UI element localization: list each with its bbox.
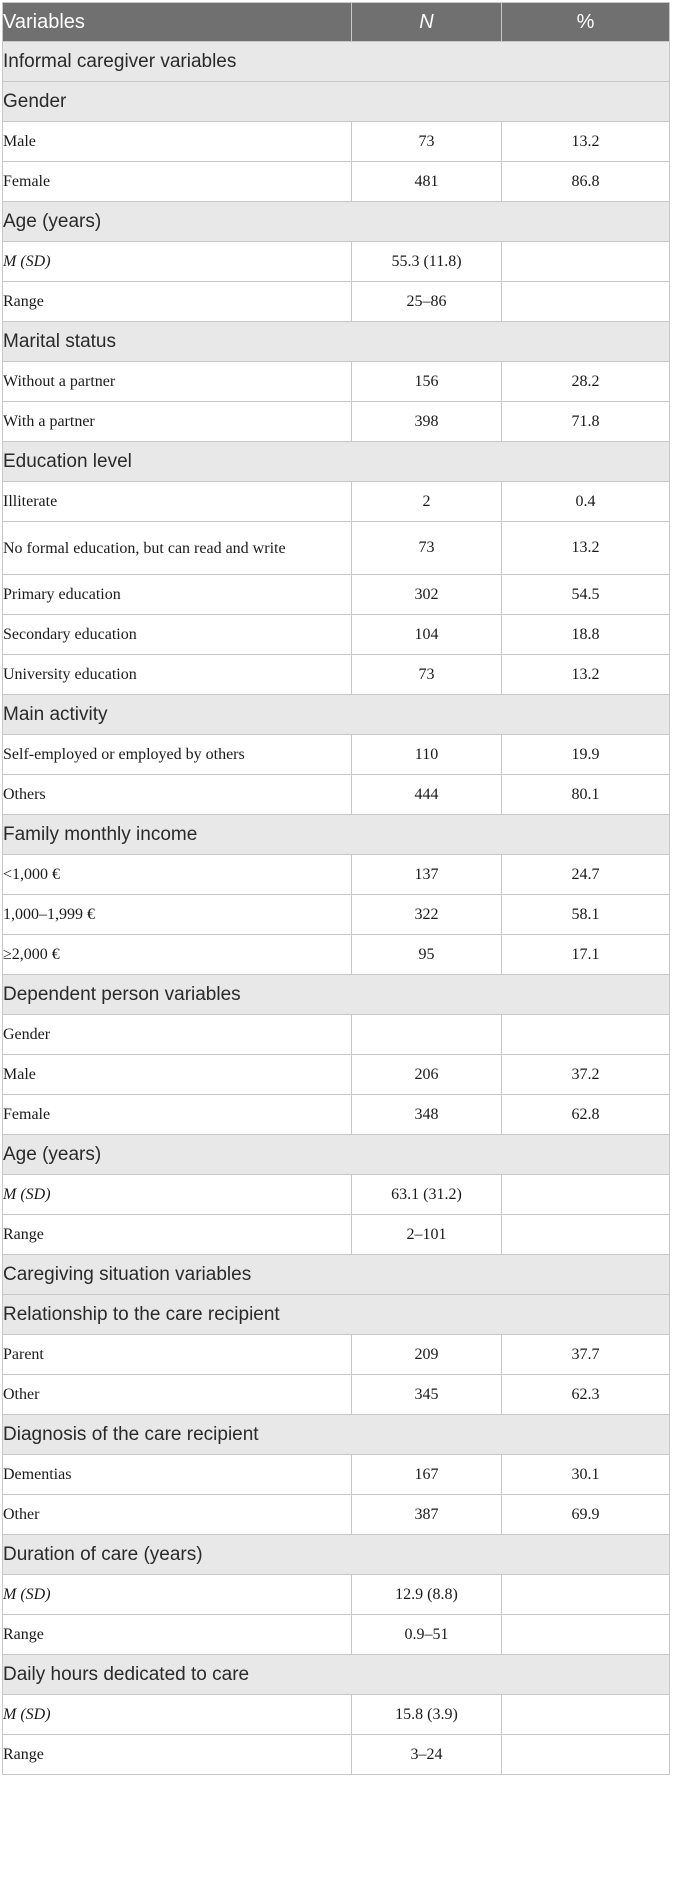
section-header-row (3, 975, 670, 1015)
row-n-value: 3–24 (352, 1735, 502, 1775)
table-row (3, 1695, 670, 1735)
table-row (3, 242, 670, 282)
row-label: Range (3, 1735, 352, 1775)
row-label: M (SD) (3, 1575, 352, 1615)
row-n-value: 348 (352, 1095, 502, 1135)
table-row (3, 1575, 670, 1615)
row-percent-value (502, 1215, 670, 1255)
row-n-value: 322 (352, 895, 502, 935)
row-n-value: 2–101 (352, 1215, 502, 1255)
row-percent-value: 71.8 (502, 402, 670, 442)
row-label: No formal education, but can read and write (3, 522, 352, 575)
row-percent-value: 24.7 (502, 855, 670, 895)
section-label: Informal caregiver variables (3, 42, 670, 82)
section-label: Main activity (3, 695, 670, 735)
table-row (3, 655, 670, 695)
row-percent-value: 37.7 (502, 1335, 670, 1375)
row-label: M (SD) (3, 242, 352, 282)
table-body (3, 42, 670, 1775)
table-row (3, 1335, 670, 1375)
table-row (3, 735, 670, 775)
section-label: Caregiving situation variables (3, 1255, 670, 1295)
row-n-value: 387 (352, 1495, 502, 1535)
row-n-value: 110 (352, 735, 502, 775)
table-row (3, 362, 670, 402)
section-header-row (3, 1535, 670, 1575)
row-n-value: 167 (352, 1455, 502, 1495)
section-header-row (3, 202, 670, 242)
table-row (3, 122, 670, 162)
table-row (3, 575, 670, 615)
table-row (3, 895, 670, 935)
row-label: Range (3, 1215, 352, 1255)
table-row (3, 775, 670, 815)
row-percent-value (502, 1615, 670, 1655)
header-n: N (352, 3, 502, 42)
row-label: M (SD) (3, 1695, 352, 1735)
row-n-value: 398 (352, 402, 502, 442)
row-label: 1,000–1,999 € (3, 895, 352, 935)
row-percent-value: 62.3 (502, 1375, 670, 1415)
section-header-row (3, 815, 670, 855)
row-percent-value: 28.2 (502, 362, 670, 402)
section-label: Duration of care (years) (3, 1535, 670, 1575)
row-label: <1,000 € (3, 855, 352, 895)
row-percent-value: 0.4 (502, 482, 670, 522)
section-header-row (3, 322, 670, 362)
header-variables: Variables (3, 3, 352, 42)
table-row (3, 1495, 670, 1535)
row-n-value: 481 (352, 162, 502, 202)
section-header-row (3, 442, 670, 482)
row-percent-value: 13.2 (502, 522, 670, 575)
row-percent-value: 86.8 (502, 162, 670, 202)
section-header-row (3, 1255, 670, 1295)
row-n-value: 73 (352, 122, 502, 162)
row-percent-value: 18.8 (502, 615, 670, 655)
row-n-value: 206 (352, 1055, 502, 1095)
section-header-row (3, 1415, 670, 1455)
table-row (3, 1095, 670, 1135)
row-n-value: 15.8 (3.9) (352, 1695, 502, 1735)
row-n-value: 156 (352, 362, 502, 402)
row-label: ≥2,000 € (3, 935, 352, 975)
row-percent-value (502, 1735, 670, 1775)
table-row (3, 1375, 670, 1415)
row-label: With a partner (3, 402, 352, 442)
row-percent-value (502, 1575, 670, 1615)
section-label: Diagnosis of the care recipient (3, 1415, 670, 1455)
row-percent-value (502, 282, 670, 322)
row-label: Without a partner (3, 362, 352, 402)
row-n-value (352, 1015, 502, 1055)
row-label: Female (3, 1095, 352, 1135)
row-percent-value: 69.9 (502, 1495, 670, 1535)
row-n-value: 2 (352, 482, 502, 522)
row-label: University education (3, 655, 352, 695)
table-row (3, 1055, 670, 1095)
row-n-value: 209 (352, 1335, 502, 1375)
header-percent: % (502, 3, 670, 42)
row-label: Secondary education (3, 615, 352, 655)
table-row (3, 1735, 670, 1775)
section-header-row (3, 42, 670, 82)
row-percent-value: 62.8 (502, 1095, 670, 1135)
table-row (3, 162, 670, 202)
row-n-value: 73 (352, 522, 502, 575)
table-row (3, 282, 670, 322)
table-row (3, 615, 670, 655)
row-label: Range (3, 1615, 352, 1655)
row-percent-value: 13.2 (502, 655, 670, 695)
row-percent-value: 58.1 (502, 895, 670, 935)
row-label: Primary education (3, 575, 352, 615)
row-label: Other (3, 1375, 352, 1415)
section-label: Dependent person variables (3, 975, 670, 1015)
row-n-value: 444 (352, 775, 502, 815)
section-header-row (3, 1295, 670, 1335)
section-label: Age (years) (3, 202, 670, 242)
row-n-value: 104 (352, 615, 502, 655)
table-row (3, 855, 670, 895)
row-percent-value (502, 242, 670, 282)
row-percent-value: 19.9 (502, 735, 670, 775)
row-n-value: 0.9–51 (352, 1615, 502, 1655)
row-label: Others (3, 775, 352, 815)
row-percent-value: 30.1 (502, 1455, 670, 1495)
section-header-row (3, 1655, 670, 1695)
section-header-row (3, 695, 670, 735)
header-row (3, 3, 670, 42)
row-n-value: 63.1 (31.2) (352, 1175, 502, 1215)
row-label: Parent (3, 1335, 352, 1375)
row-n-value: 302 (352, 575, 502, 615)
row-n-value: 12.9 (8.8) (352, 1575, 502, 1615)
section-label: Daily hours dedicated to care (3, 1655, 670, 1695)
row-label: M (SD) (3, 1175, 352, 1215)
row-percent-value: 37.2 (502, 1055, 670, 1095)
section-header-row (3, 1135, 670, 1175)
row-n-value: 25–86 (352, 282, 502, 322)
row-label: Illiterate (3, 482, 352, 522)
row-percent-value (502, 1695, 670, 1735)
table-row (3, 935, 670, 975)
row-n-value: 137 (352, 855, 502, 895)
section-header-row (3, 82, 670, 122)
table-row (3, 1455, 670, 1495)
section-label: Family monthly income (3, 815, 670, 855)
row-n-value: 95 (352, 935, 502, 975)
row-percent-value: 80.1 (502, 775, 670, 815)
row-n-value: 345 (352, 1375, 502, 1415)
row-label: Self-employed or employed by others (3, 735, 352, 775)
row-n-value: 55.3 (11.8) (352, 242, 502, 282)
table-row (3, 1015, 670, 1055)
row-label: Male (3, 1055, 352, 1095)
row-label: Other (3, 1495, 352, 1535)
row-label: Gender (3, 1015, 352, 1055)
sample-characteristics-table (2, 2, 670, 1775)
section-label: Gender (3, 82, 670, 122)
row-n-value: 73 (352, 655, 502, 695)
section-label: Age (years) (3, 1135, 670, 1175)
row-label: Dementias (3, 1455, 352, 1495)
row-percent-value (502, 1175, 670, 1215)
table-row (3, 482, 670, 522)
row-percent-value: 54.5 (502, 575, 670, 615)
table-row (3, 1215, 670, 1255)
section-label: Relationship to the care recipient (3, 1295, 670, 1335)
table-row (3, 1175, 670, 1215)
table-row (3, 522, 670, 575)
section-label: Marital status (3, 322, 670, 362)
row-percent-value: 17.1 (502, 935, 670, 975)
table-row (3, 402, 670, 442)
row-percent-value: 13.2 (502, 122, 670, 162)
section-label: Education level (3, 442, 670, 482)
table-row (3, 1615, 670, 1655)
row-label: Female (3, 162, 352, 202)
row-label: Range (3, 282, 352, 322)
row-label: Male (3, 122, 352, 162)
row-percent-value (502, 1015, 670, 1055)
